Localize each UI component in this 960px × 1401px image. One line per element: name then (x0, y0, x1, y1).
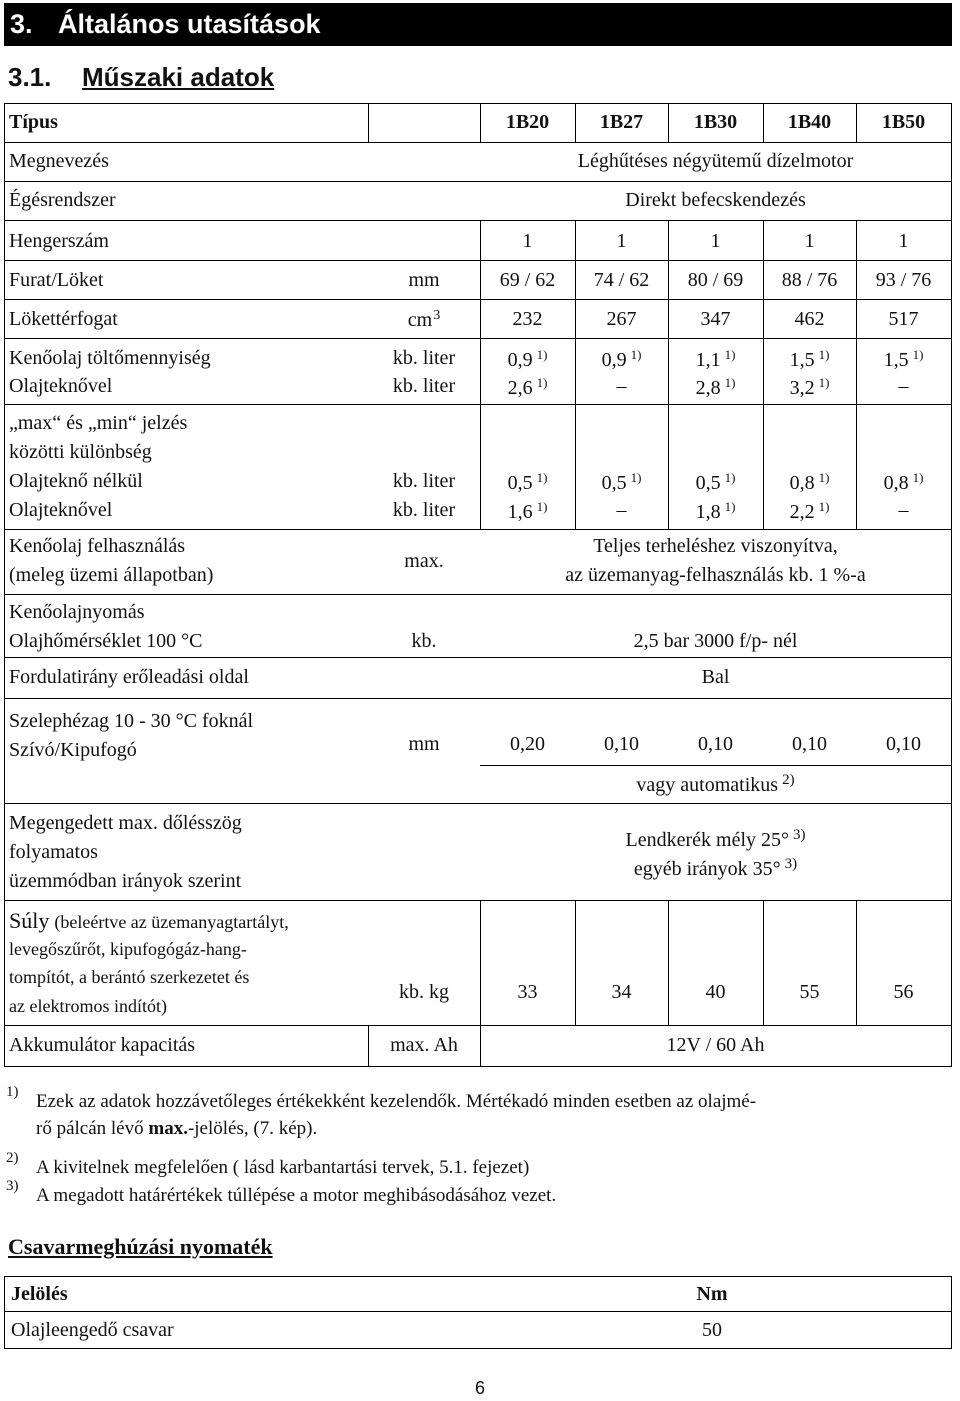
subsection-heading (8, 62, 274, 93)
cell: 69 / 62 (499, 269, 556, 291)
cell: 1 (710, 230, 721, 252)
torque-title: Csavarmeghúzási nyomaték (8, 1234, 273, 1259)
cell: 1 (804, 230, 815, 252)
row-label: (meleg üzemi állapotban) (9, 564, 214, 586)
row-value: Direkt befecskendezés (625, 189, 806, 211)
row-label: „max“ és „min“ jelzés (9, 412, 188, 434)
row-label: tompítót, a berántó szerkezetet és (9, 967, 250, 987)
row-value: az üzemanyag-felhasználás kb. 1 %-a (565, 564, 866, 586)
unit: kb. liter (392, 347, 456, 369)
cell: 517 (888, 308, 919, 330)
cell: 2,2 $^{1)}$ (789, 499, 830, 523)
row-label: Kenőolajnyomás (9, 601, 145, 623)
cell: 1 (522, 230, 533, 252)
cell: 0,20 (510, 733, 545, 755)
row-value: 2,5 bar 3000 f/p- nél (633, 630, 798, 652)
row-value: egyéb irányok 35° $^{3)}$ (633, 856, 798, 880)
section-heading (4, 3, 952, 46)
row-value: Teljes terheléshez viszonyítva, (593, 535, 838, 557)
cell: 232 (512, 308, 543, 330)
cell: 0,10 (698, 733, 733, 755)
unit: kb. kg (399, 981, 449, 1003)
unit: max. (404, 550, 444, 572)
row-value: vagy automatikus $^{2)}$ (636, 772, 795, 796)
cell: 80 / 69 (687, 269, 744, 291)
row-value: Lendkerék mély 25° $^{3)}$ (625, 827, 806, 851)
subsection-title: Műszaki adatok (82, 62, 275, 92)
row-label: Olajteknővel (9, 499, 113, 521)
torque-col-label: Jelölés (11, 1283, 68, 1305)
cell: 267 (606, 308, 637, 330)
cell: – (898, 375, 909, 397)
model-1b50: 1B50 (881, 111, 926, 133)
cell: 0,10 (886, 733, 921, 755)
cell: 0,9 $^{1)}$ (507, 347, 548, 371)
torque-row-label: Olajleengedő csavar (11, 1319, 174, 1341)
cell: 0,9 $^{1)}$ (601, 347, 642, 371)
cell: – (616, 375, 627, 397)
row-value: Bal (701, 666, 730, 688)
unit: kb. liter (392, 375, 456, 397)
cell: 3,2 $^{1)}$ (789, 375, 830, 399)
cell: 0,5 $^{1)}$ (601, 470, 642, 494)
unit: kb. (411, 630, 437, 652)
row-label: Hengerszám (9, 230, 109, 252)
row-label: az elektromos indítót) (9, 996, 167, 1016)
cell: 93 / 76 (875, 269, 932, 291)
unit: mm (408, 733, 440, 755)
cell: 2,8 $^{1)}$ (695, 375, 736, 399)
row-label: Furat/Löket (9, 269, 104, 291)
row-label: Fordulatirány erőleadási oldal (9, 666, 249, 688)
unit: kb. liter (392, 470, 456, 492)
row-label: Kenőolaj felhasználás (9, 535, 186, 557)
cell: 1 (616, 230, 627, 252)
type-label: Típus (9, 111, 58, 133)
row-label: Olajteknővel (9, 375, 113, 397)
row-label: Megnevezés (9, 150, 109, 172)
row-label: üzemmódban irányok szerint (9, 870, 242, 892)
row-label: Súly (beleértve az üzemanyagtartályt, (9, 908, 289, 933)
cell: 1 (898, 230, 909, 252)
row-label: Kenőolaj töltőmennyiség (9, 347, 211, 369)
cell: 74 / 62 (593, 269, 650, 291)
subsection-number: 3.1. (8, 62, 52, 92)
row-value: 12V / 60 Ah (666, 1034, 765, 1056)
unit: max. Ah (390, 1034, 458, 1056)
cell: 0,5 $^{1)}$ (507, 470, 548, 494)
row-label: közötti különbség (9, 441, 152, 463)
unit: kb. liter (392, 499, 456, 521)
row-label: Égésrendszer (9, 189, 116, 211)
cell: 33 (517, 981, 538, 1003)
model-1b30: 1B30 (693, 111, 738, 133)
torque-col-unit: Nm (696, 1283, 728, 1305)
cell: 347 (700, 308, 731, 330)
cell: 0,8 $^{1)}$ (883, 470, 924, 494)
row-label: Szívó/Kipufogó (9, 739, 137, 761)
cell: 1,5 $^{1)}$ (789, 347, 830, 371)
cell: 1,6 $^{1)}$ (507, 499, 548, 523)
row-label: Megengedett max. dőlésszög (9, 812, 242, 834)
cell: 0,10 (604, 733, 639, 755)
row-value: Léghűtéses négyütemű dízelmotor (577, 150, 854, 172)
torque-row-value: 50 (702, 1319, 722, 1341)
model-1b40: 1B40 (787, 111, 832, 133)
cell: 40 (705, 981, 726, 1003)
row-label: Olajhőmérséklet 100 °C (9, 630, 203, 652)
row-label: Akkumulátor kapacitás (9, 1034, 196, 1056)
model-1b27: 1B27 (599, 111, 644, 133)
cell: 1,8 $^{1)}$ (695, 499, 736, 523)
cell: 2,6 $^{1)}$ (507, 375, 548, 399)
row-label: folyamatos (9, 841, 98, 863)
page-number: 6 (474, 1378, 485, 1398)
cell: – (616, 499, 627, 521)
unit: mm (408, 269, 440, 291)
cell: 1,5 $^{1)}$ (883, 347, 924, 371)
row-label: levegőszűrőt, kipufogógáz-hang- (9, 939, 247, 959)
cell: 0,8 $^{1)}$ (789, 470, 830, 494)
section-number: 3. (10, 9, 33, 39)
cell: 56 (893, 981, 914, 1003)
cell: – (898, 499, 909, 521)
section-title: Általános utasítások (58, 9, 321, 39)
row-label: Lökettérfogat (9, 308, 118, 330)
row-label: Szelephézag 10 - 30 °C foknál (9, 710, 254, 732)
cell: 462 (794, 308, 825, 330)
unit: $cm^3$ (407, 308, 441, 331)
cell: 34 (611, 981, 632, 1003)
cell: 1,1 $^{1)}$ (695, 347, 736, 371)
cell: 0,5 $^{1)}$ (695, 470, 736, 494)
cell: 55 (799, 981, 820, 1003)
cell: 0,10 (792, 733, 827, 755)
cell: 88 / 76 (781, 269, 838, 291)
model-1b20: 1B20 (505, 111, 550, 133)
row-label: Olajteknő nélkül (9, 470, 143, 492)
